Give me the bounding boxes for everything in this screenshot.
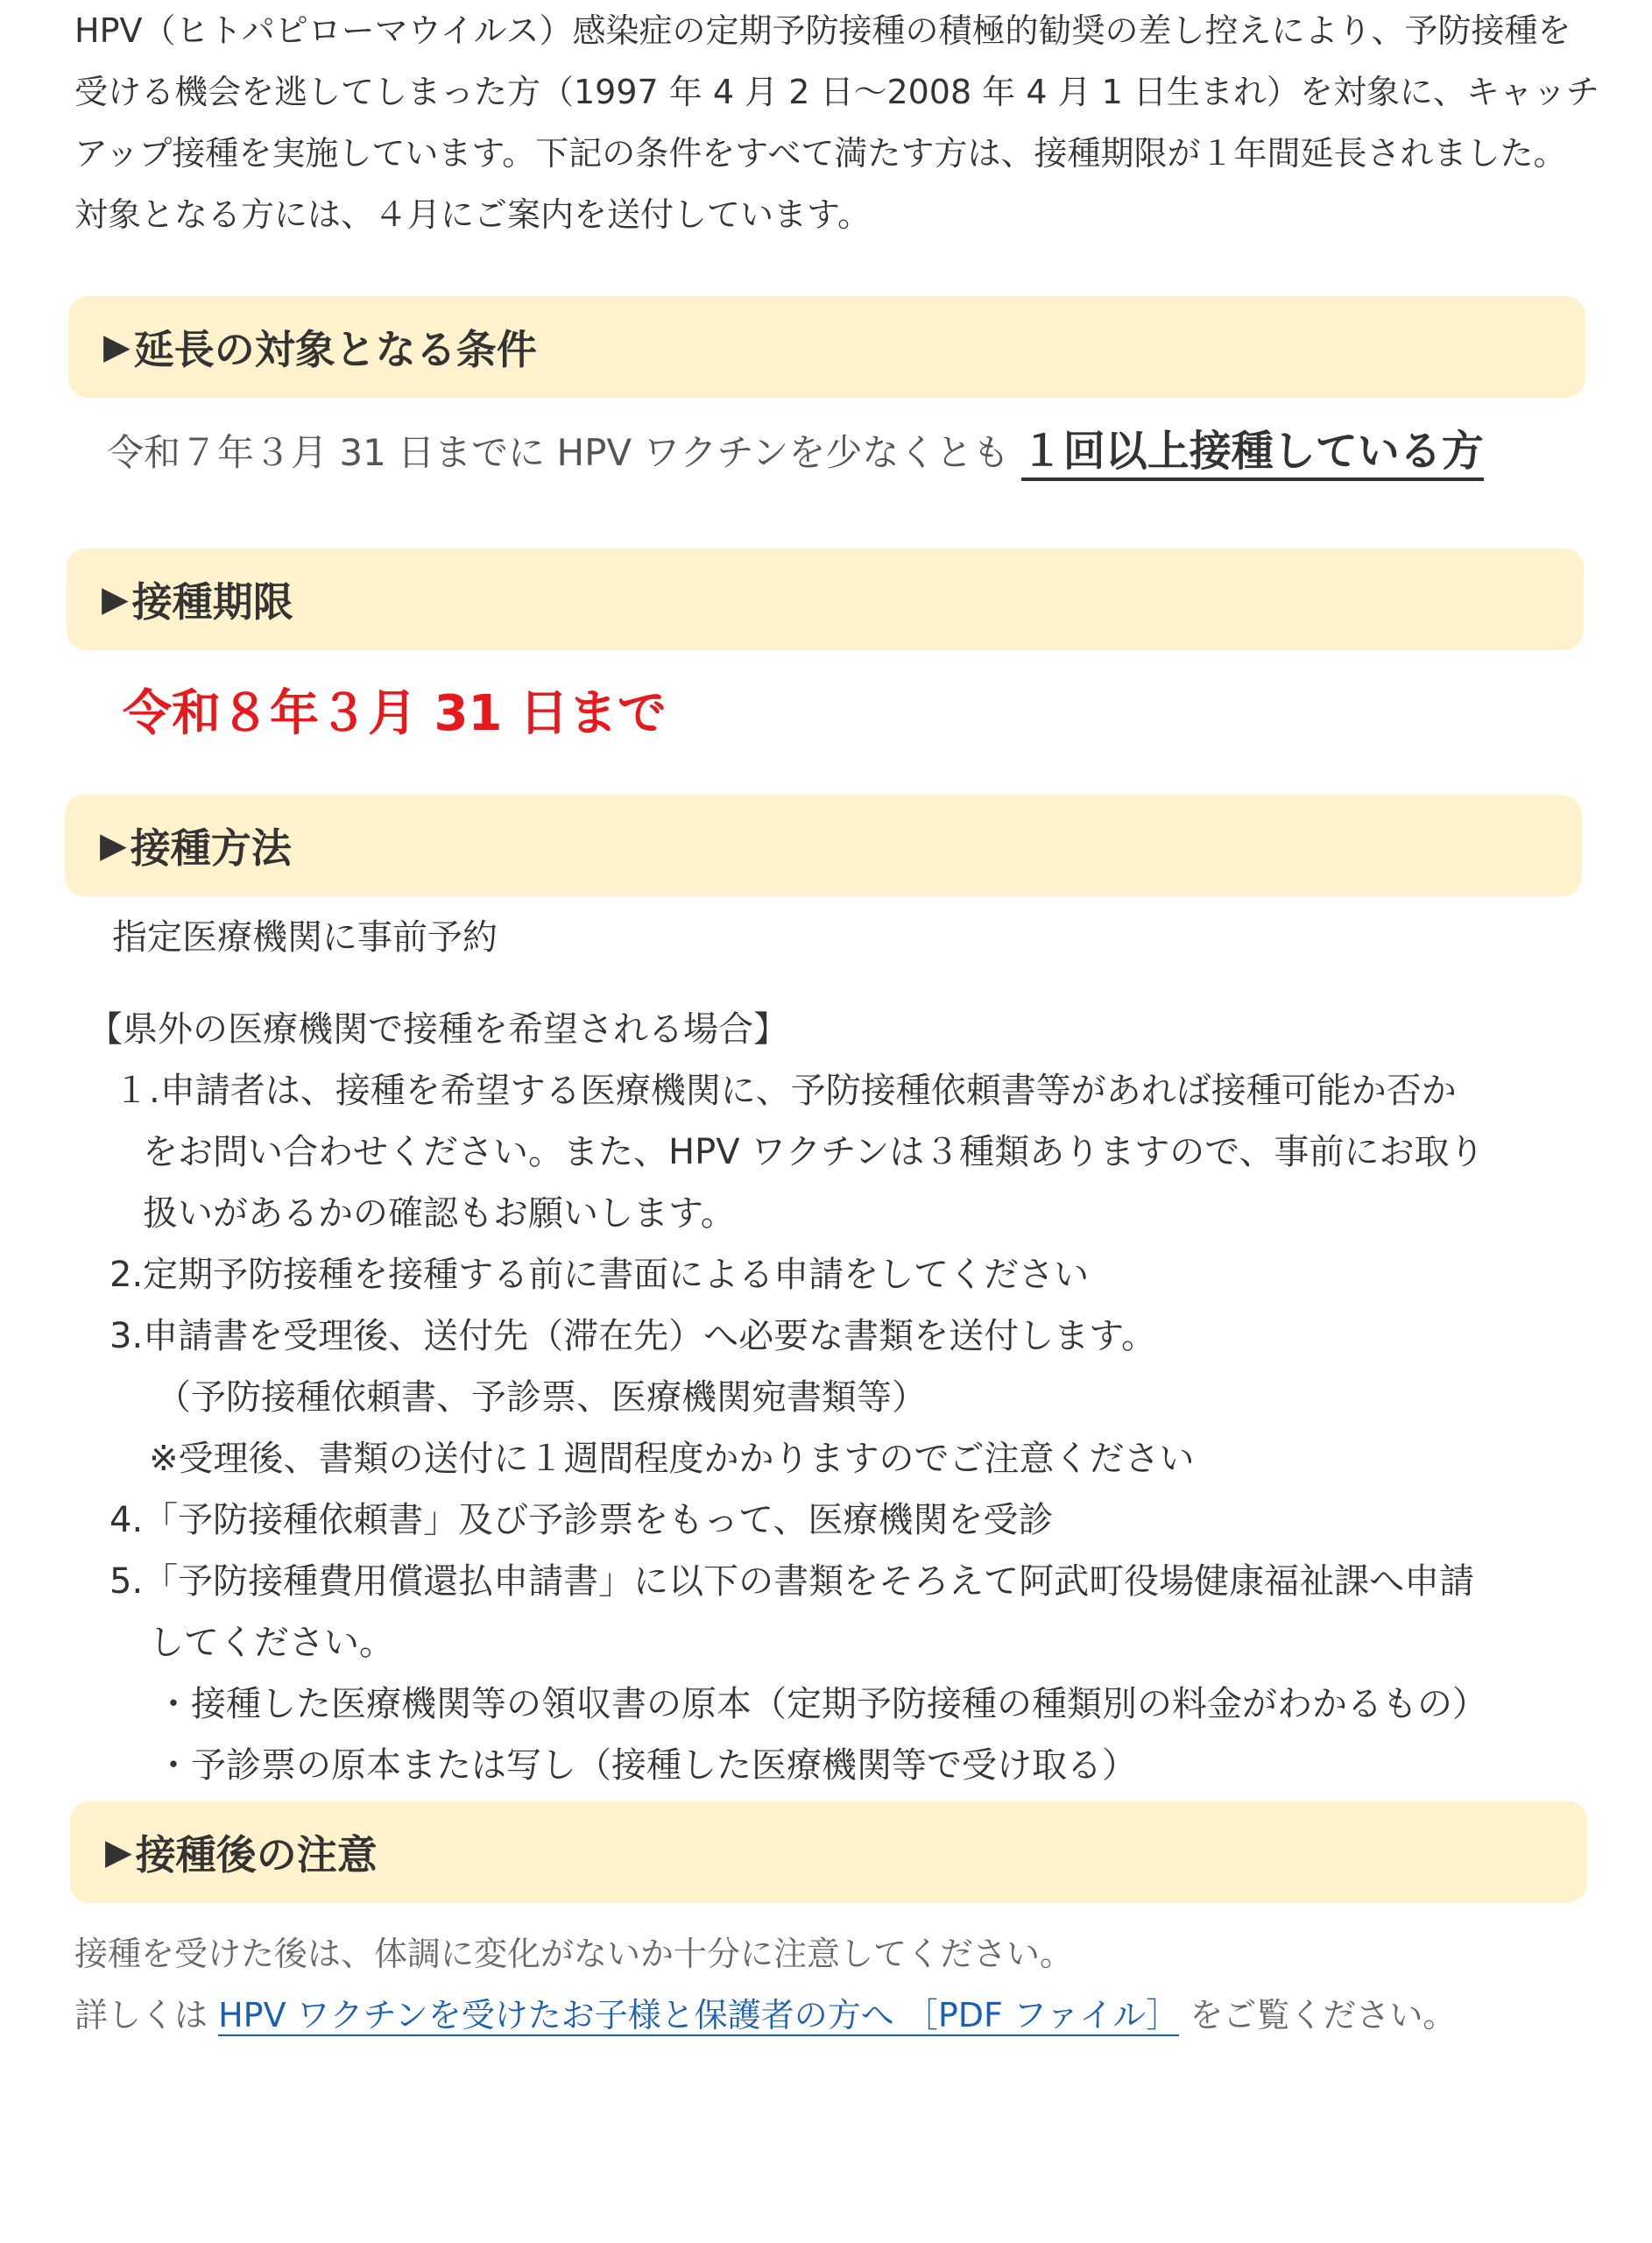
condition-emphasis: １回以上接種している方 — [1021, 427, 1484, 481]
method-step-line: 2.定期予防接種を接種する前に書面による申請をしてください — [109, 1255, 1090, 1295]
method-step-line: 3.申請書を受理後、送付先（滞在先）へ必要な書類を送付します。 — [109, 1316, 1156, 1356]
section-header-condition — [68, 296, 1585, 398]
aftercare-link-line — [74, 1985, 1456, 2046]
outside-heading: 【県外の医療機関で接種を希望される場合】 — [88, 1009, 788, 1050]
section-title: 接種後の注意 — [135, 1831, 378, 1879]
condition-text — [107, 421, 1484, 484]
method-step-line: してください。 — [149, 1623, 394, 1663]
method-step-line: １.申請者は、接種を希望する医療機関に、予防接種依頼書等があれば接種可能か否か — [114, 1071, 1457, 1111]
method-step-line: をお問い合わせください。また、HPV ワクチンは３種類ありますので、事前にお取り — [143, 1132, 1485, 1172]
triangle-right-icon: ▶ — [103, 327, 131, 367]
intro-line: 対象となる方には、４月にご案内を送付しています。 — [74, 195, 871, 234]
section-title: 延長の対象となる条件 — [133, 326, 537, 373]
intro-paragraph — [74, 0, 1599, 245]
link-prefix: 詳しくは — [74, 1996, 208, 2034]
aftercare-line: 接種を受けた後は、体調に変化がないか十分に注意してください。 — [74, 1935, 1074, 1973]
section-title: 接種方法 — [130, 824, 292, 872]
method-step-line: 5.「予防接種費用償還払申請書」に以下の書類をそろえて阿武町役場健康福祉課へ申請 — [109, 1561, 1475, 1602]
intro-line: アップ接種を実施しています。下記の条件をすべて満たす方は、接種期限が１年間延長されました。 — [74, 134, 1567, 173]
link-suffix: をご覧ください。 — [1190, 1996, 1457, 2034]
section-title: 接種期限 — [131, 578, 293, 626]
method-step-line: ・接種した医療機関等の領収書の原本（定期予防接種の種類別の料金がわかるもの） — [156, 1684, 1487, 1724]
triangle-right-icon: ▶ — [100, 825, 127, 866]
deadline-value: 令和８年３月 31 日まで — [123, 685, 667, 742]
intro-line: 受ける機会を逃してしまった方（1997 年 4 月 2 日～2008 年 4 月 1 日生まれ）を対象に、キャッチ — [74, 73, 1599, 111]
method-step-line: ※受理後、書類の送付に１週間程度かかりますのでご注意ください — [149, 1439, 1195, 1479]
method-step-line: 扱いがあるかの確認もお願いします。 — [143, 1193, 736, 1234]
section-header-method — [65, 795, 1582, 896]
method-step-line: （予防接種依頼書、予診票、医療機関宛書類等） — [156, 1377, 927, 1418]
triangle-right-icon: ▶ — [105, 1832, 132, 1872]
intro-line: HPV（ヒトパピローマウイルス）感染症の定期予防接種の積極的勧奨の差し控えにより、予防接種を — [74, 11, 1571, 50]
method-step-line: ・予診票の原本または写し（接種した医療機関等で受け取る） — [156, 1745, 1137, 1786]
method-step-line: 4.「予防接種依頼書」及び予診票をもって、医療機関を受診 — [109, 1500, 1054, 1540]
method-intro: 指定医療機関に事前予約 — [112, 917, 498, 958]
triangle-right-icon: ▶ — [102, 579, 129, 619]
section-header-aftercare — [70, 1801, 1587, 1903]
hpv-guide-pdf-link[interactable]: HPV ワクチンを受けたお子様と保護者の方へ ［PDF ファイル］ — [218, 1996, 1180, 2034]
section-header-deadline — [67, 548, 1584, 650]
condition-prefix: 令和７年３月 31 日までに HPV ワクチンを少なくとも — [107, 431, 1010, 474]
